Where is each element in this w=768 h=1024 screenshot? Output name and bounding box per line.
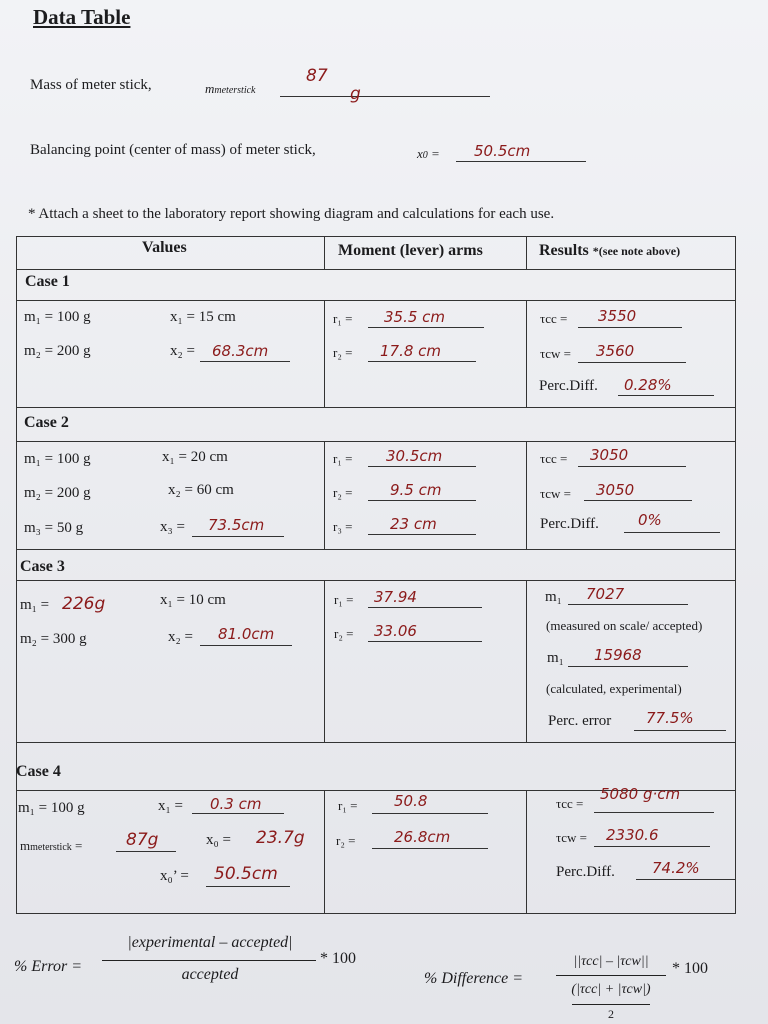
mass-label: Mass of meter stick, [30,77,152,93]
case3-mr2-line [568,666,688,667]
case3-m1-value: 226g [62,594,106,614]
case2-r2-value: 9.5 cm [390,481,442,499]
case2-r1-value: 30.5cm [386,447,443,465]
case4-x1-line [192,813,284,814]
case4-r1-label: r₁ = [338,798,358,813]
case2-r1-label: r₁ = [333,451,353,466]
mass-underline [280,96,490,97]
case1-col-b [526,300,527,407]
case3-mr1-line [568,604,688,605]
case1-m2: m₂ = 200 g [24,343,91,359]
balance-underline [456,161,586,162]
error-lhs: % Error = [14,958,82,975]
case1-perc-label: Perc.Diff. [539,378,598,394]
case1-tcc-label: τcc = [540,311,568,326]
case2-x1: x₁ = 20 cm [162,449,228,465]
case3-x2-value: 81.0cm [218,625,275,643]
case1-bottom [16,407,735,408]
case1-x1: x₁ = 15 cm [170,309,236,325]
case2-tcc-label: τcc = [540,451,568,466]
header-moment-arms: Moment (lever) arms [338,242,483,259]
col-divider-a [324,236,325,269]
case3-x2-line [200,645,292,646]
case1-m1: m₁ = 100 g [24,309,91,325]
case4-tcc-value: 5080 g·cm [600,785,681,803]
case1-tcc-line [578,327,682,328]
case3-r2-line [368,641,482,642]
case2-label: Case 2 [24,414,69,431]
case3-col-b [526,580,527,742]
case2-bottom [16,549,735,550]
case1-r1-line [368,327,484,328]
case3-m1-label: m₁ = [20,597,50,613]
case4-x1-value: 0.3 cm [210,795,262,813]
case3-x1: x₁ = 10 cm [160,592,226,608]
case2-r3-line [368,534,476,535]
case2-x3-value: 73.5cm [208,516,265,534]
case2-tcw-line [584,500,692,501]
case3-divider [16,580,735,581]
diff-half: 2 [608,1007,614,1021]
table-border-left [16,236,17,914]
case4-tcw-line [594,846,710,847]
case4-mstick-label: mmeterstick = [20,838,83,853]
case2-r1-line [368,466,476,467]
error-fraction-bar [102,960,316,961]
attach-note: * Attach a sheet to the laboratory report showing diagram and calculations for each use. [28,206,555,222]
case1-r1-value: 35.5 cm [384,308,446,326]
case4-tcw-value: 2330.6 [606,826,659,844]
balance-value: 50.5cm [474,142,531,160]
balance-symbol: x0 = [417,146,440,161]
case2-perc-line [624,532,720,533]
case2-m1: m₁ = 100 g [24,451,91,467]
case2-tcw-value: 3050 [596,481,635,499]
case2-col-a [324,441,325,549]
case3-mr2-value: 15968 [594,646,642,664]
table-border-right [735,236,736,914]
balance-label: Balancing point (center of mass) of meter stick, [30,142,316,158]
case1-divider [16,300,735,301]
case2-tcc-value: 3050 [590,446,629,464]
case2-r3-label: r₃ = [333,519,353,534]
case3-r2-label: r₂ = [334,626,354,641]
mass-unit: g [350,84,361,104]
case1-perc-line [618,395,714,396]
case4-col-b [526,790,527,913]
error-multiplier: * 100 [320,950,356,967]
case4-x0p-label: x₀’ = [160,868,189,884]
case2-tcw-label: τcw = [540,486,571,501]
page-title: Data Table [33,5,131,29]
case3-label: Case 3 [20,558,65,575]
col-divider-b [526,236,527,269]
case3-r1-label: r₁ = [334,592,354,607]
case1-r2-label: r₂ = [333,345,353,360]
header-values: Values [142,239,187,256]
case1-x2-value: 68.3cm [212,342,269,360]
case2-col-b [526,441,527,549]
case1-tcw-value: 3560 [596,342,635,360]
case4-x0p-value: 50.5cm [214,864,278,884]
diff-lhs: % Difference = [424,970,524,987]
case2-m3: m₃ = 50 g [24,520,84,536]
case2-m2: m₂ = 200 g [24,485,91,501]
case1-tcw-label: τcw = [540,346,571,361]
case4-mstick-value: 87g [126,830,159,850]
case2-r2-label: r₂ = [333,485,353,500]
case4-r1-line [372,813,488,814]
case2-r3-value: 23 cm [390,515,437,533]
case2-x3-line [192,536,284,537]
header-divider [16,269,735,270]
case1-r2-value: 17.8 cm [380,342,442,360]
case1-tcc-value: 3550 [598,307,637,325]
case3-measured-note: (measured on scale/ accepted) [546,618,703,633]
case3-x2-label: x₂ = [168,629,193,645]
case3-perc-value: 77.5% [646,709,694,727]
diff-fraction-bar [556,975,666,976]
case3-col-a [324,580,325,742]
case3-perc-line [634,730,726,731]
case1-x2-line [200,361,290,362]
case3-perc-label: Perc. error [548,713,612,729]
table-border-bottom [16,913,735,914]
case4-x0-label: x₀ = [206,832,231,848]
case2-divider [16,441,735,442]
case2-tcc-line [578,466,686,467]
case3-bottom [16,742,735,743]
case4-perc-label: Perc.Diff. [556,864,615,880]
diff-numerator: ||τcc| – |τcw|| [573,954,649,969]
case3-calculated-note: (calculated, experimental) [546,681,682,696]
diff-half-bar [572,1004,650,1005]
header-results: Results *(see note above) [539,242,681,259]
case1-label: Case 1 [25,273,70,290]
error-denominator: accepted [181,966,239,983]
case4-x1-label: x₁ = [158,798,183,814]
table-border-top [16,236,735,237]
case4-perc-value: 74.2% [652,859,700,877]
case4-r1-value: 50.8 [394,792,428,810]
case1-perc-value: 0.28% [624,376,672,394]
case1-tcw-line [578,362,686,363]
case4-tcc-label: τcc = [556,796,584,811]
case2-perc-value: 0% [638,511,662,529]
case2-x2: x₂ = 60 cm [168,482,234,498]
case4-x0p-line [206,886,290,887]
diff-multiplier: * 100 [672,960,708,977]
case3-mr2-label: m₁ [547,650,564,666]
diff-denominator: (|τcc| + |τcw|) [571,982,651,997]
case4-perc-line [636,879,736,880]
case3-r1-value: 37.94 [374,588,417,606]
case4-r2-label: r₂ = [336,833,356,848]
case3-m2: m₂ = 300 g [20,631,87,647]
case1-r2-line [368,361,476,362]
error-numerator: |experimental – accepted| [127,934,293,951]
case1-col-a [324,300,325,407]
case4-r2-value: 26.8cm [394,828,451,846]
case1-x2-label: x₂ = [170,343,195,359]
case2-perc-label: Perc.Diff. [540,516,599,532]
case4-tcw-label: τcw = [556,830,587,845]
case4-m1: m₁ = 100 g [18,800,85,816]
case3-r2-value: 33.06 [374,622,417,640]
case4-mstick-line [116,851,176,852]
case4-tcc-line [594,812,714,813]
case4-x0-value: 23.7g [256,828,305,848]
case1-r1-label: r₁ = [333,311,353,326]
case4-r2-line [372,848,488,849]
case3-mr1-value: 7027 [586,585,625,603]
case4-col-a [324,790,325,913]
mass-symbol: mmeterstick [205,81,256,96]
mass-value: 87 [306,66,328,86]
case2-x3-label: x₃ = [160,519,185,535]
case2-r2-line [368,500,476,501]
case3-mr1-label: m₁ [545,589,562,605]
case4-label: Case 4 [16,763,61,780]
case3-r1-line [368,607,482,608]
